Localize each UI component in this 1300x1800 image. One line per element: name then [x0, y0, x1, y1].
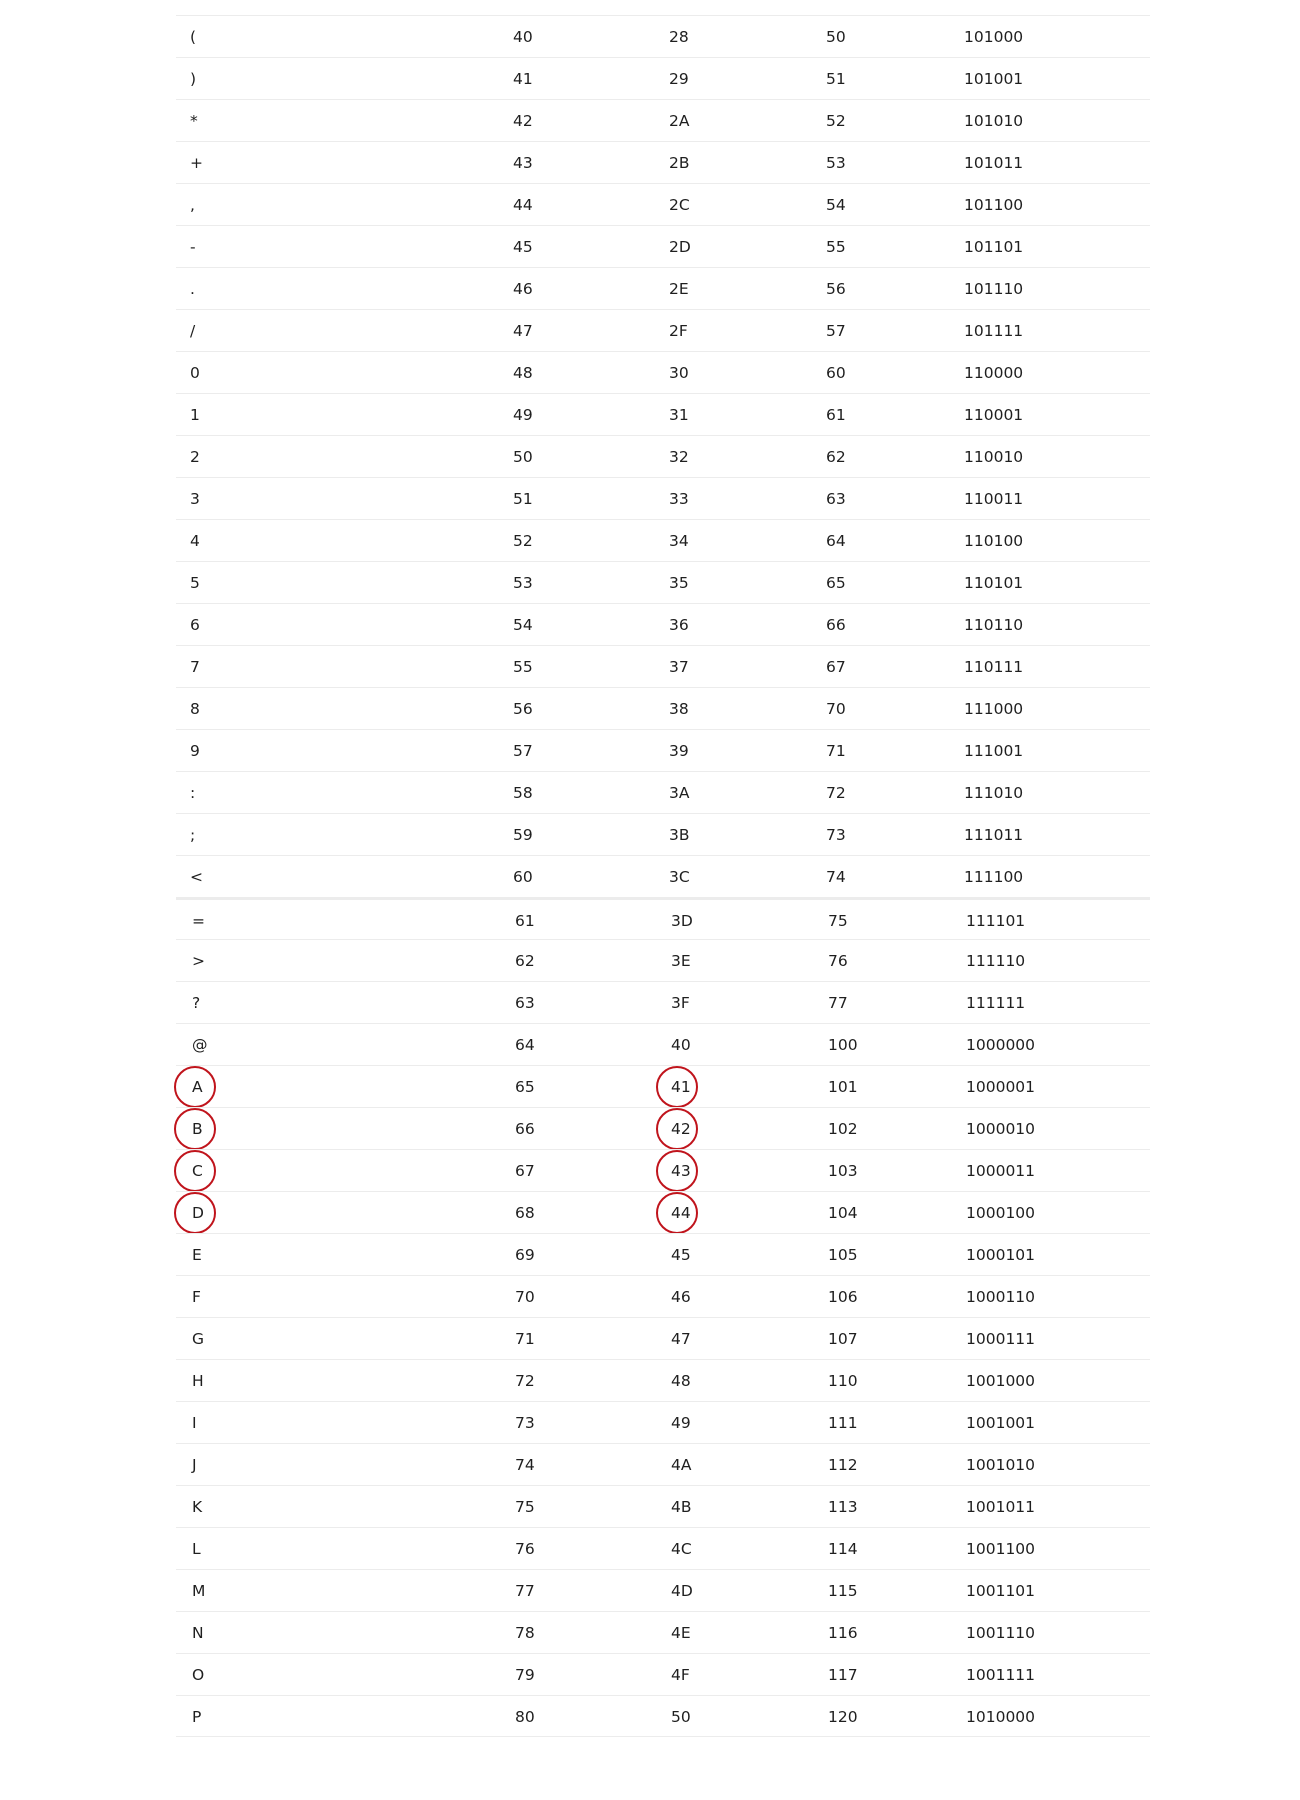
hex-cell: 40 — [671, 1036, 691, 1054]
table-row — [176, 981, 1150, 1023]
table-row — [176, 57, 1150, 99]
decimal-cell: 68 — [515, 1204, 535, 1222]
decimal-cell: 43 — [513, 154, 533, 172]
table-row — [176, 1275, 1150, 1317]
octal-cell: 70 — [826, 700, 846, 718]
hex-cell: 3F — [671, 994, 690, 1012]
decimal-cell: 52 — [513, 532, 533, 550]
binary-cell: 110101 — [964, 574, 1024, 592]
octal-cell: 50 — [826, 28, 846, 46]
binary-cell: 111000 — [964, 700, 1024, 718]
binary-cell: 110001 — [964, 406, 1024, 424]
octal-cell: 116 — [828, 1624, 858, 1642]
hex-cell: 4F — [671, 1666, 690, 1684]
char-cell: - — [190, 238, 196, 256]
char-cell: 3 — [190, 490, 200, 508]
table-row — [176, 1695, 1150, 1737]
octal-cell: 112 — [828, 1456, 858, 1474]
hex-cell: 45 — [671, 1246, 691, 1264]
table-row — [176, 1107, 1150, 1149]
hex-cell: 4E — [671, 1624, 691, 1642]
octal-cell: 104 — [828, 1204, 858, 1222]
hex-cell: 47 — [671, 1330, 691, 1348]
binary-cell: 1001111 — [966, 1666, 1036, 1684]
hex-cell: 31 — [669, 406, 689, 424]
hex-cell: 3A — [669, 784, 690, 802]
char-cell: > — [192, 952, 205, 970]
hex-cell: 44 — [671, 1204, 691, 1222]
binary-cell: 1000110 — [966, 1288, 1036, 1306]
char-cell: G — [192, 1330, 205, 1348]
octal-cell: 73 — [826, 826, 846, 844]
octal-cell: 55 — [826, 238, 846, 256]
binary-cell: 1000111 — [966, 1330, 1036, 1348]
octal-cell: 66 — [826, 616, 846, 634]
decimal-cell: 55 — [513, 658, 533, 676]
octal-cell: 74 — [826, 868, 846, 886]
char-cell: ) — [190, 70, 197, 88]
char-cell: 4 — [190, 532, 200, 550]
binary-cell: 1001010 — [966, 1456, 1036, 1474]
octal-cell: 103 — [828, 1162, 858, 1180]
binary-cell: 111111 — [966, 994, 1026, 1012]
char-cell: H — [192, 1372, 204, 1390]
char-cell: ( — [190, 28, 197, 46]
hex-cell: 33 — [669, 490, 689, 508]
char-cell: K — [192, 1498, 203, 1516]
char-cell: D — [192, 1204, 204, 1222]
octal-cell: 110 — [828, 1372, 858, 1390]
hex-cell: 4A — [671, 1456, 692, 1474]
char-cell: F — [192, 1288, 201, 1306]
decimal-cell: 78 — [515, 1624, 535, 1642]
decimal-cell: 69 — [515, 1246, 535, 1264]
octal-cell: 67 — [826, 658, 846, 676]
decimal-cell: 62 — [515, 952, 535, 970]
table-row — [176, 15, 1150, 57]
hex-cell: 49 — [671, 1414, 691, 1432]
decimal-cell: 51 — [513, 490, 533, 508]
decimal-cell: 80 — [515, 1708, 535, 1726]
table-row — [176, 1443, 1150, 1485]
hex-cell: 4D — [671, 1582, 693, 1600]
hex-cell: 2F — [669, 322, 688, 340]
octal-cell: 71 — [826, 742, 846, 760]
binary-cell: 111011 — [964, 826, 1024, 844]
binary-cell: 1001000 — [966, 1372, 1036, 1390]
char-cell: 2 — [190, 448, 200, 466]
decimal-cell: 77 — [515, 1582, 535, 1600]
binary-cell: 101101 — [964, 238, 1024, 256]
binary-cell: 1001100 — [966, 1540, 1036, 1558]
decimal-cell: 50 — [513, 448, 533, 466]
char-cell: ? — [192, 994, 201, 1012]
table-row — [176, 813, 1150, 855]
hex-cell: 37 — [669, 658, 689, 676]
octal-cell: 114 — [828, 1540, 858, 1558]
char-cell: * — [190, 112, 198, 130]
table-row — [176, 351, 1150, 393]
table-row — [176, 99, 1150, 141]
octal-cell: 54 — [826, 196, 846, 214]
decimal-cell: 67 — [515, 1162, 535, 1180]
char-cell: + — [190, 154, 203, 172]
octal-cell: 53 — [826, 154, 846, 172]
binary-cell: 1000011 — [966, 1162, 1036, 1180]
octal-cell: 106 — [828, 1288, 858, 1306]
table-row — [176, 477, 1150, 519]
decimal-cell: 66 — [515, 1120, 535, 1138]
decimal-cell: 79 — [515, 1666, 535, 1684]
decimal-cell: 45 — [513, 238, 533, 256]
char-cell: 0 — [190, 364, 200, 382]
octal-cell: 101 — [828, 1078, 858, 1096]
char-cell: : — [190, 784, 196, 802]
octal-cell: 61 — [826, 406, 846, 424]
hex-cell: 3C — [669, 868, 690, 886]
hex-cell: 30 — [669, 364, 689, 382]
char-cell: J — [192, 1456, 197, 1474]
table-row — [176, 435, 1150, 477]
char-cell: P — [192, 1708, 202, 1726]
binary-cell: 110110 — [964, 616, 1024, 634]
table-row — [176, 1653, 1150, 1695]
table-row — [176, 225, 1150, 267]
table-row — [176, 603, 1150, 645]
decimal-cell: 58 — [513, 784, 533, 802]
decimal-cell: 53 — [513, 574, 533, 592]
octal-cell: 57 — [826, 322, 846, 340]
hex-cell: 2B — [669, 154, 690, 172]
char-cell: 6 — [190, 616, 200, 634]
hex-cell: 48 — [671, 1372, 691, 1390]
binary-cell: 1001101 — [966, 1582, 1036, 1600]
char-cell: 7 — [190, 658, 200, 676]
table-row — [176, 1233, 1150, 1275]
binary-cell: 101100 — [964, 196, 1024, 214]
hex-cell: 28 — [669, 28, 689, 46]
decimal-cell: 42 — [513, 112, 533, 130]
binary-cell: 111110 — [966, 952, 1026, 970]
octal-cell: 60 — [826, 364, 846, 382]
binary-cell: 1001110 — [966, 1624, 1036, 1642]
binary-cell: 101010 — [964, 112, 1024, 130]
table-row — [176, 141, 1150, 183]
decimal-cell: 44 — [513, 196, 533, 214]
octal-cell: 63 — [826, 490, 846, 508]
octal-cell: 117 — [828, 1666, 858, 1684]
table-row — [176, 897, 1150, 939]
binary-cell: 110000 — [964, 364, 1024, 382]
decimal-cell: 76 — [515, 1540, 535, 1558]
decimal-cell: 40 — [513, 28, 533, 46]
char-cell: A — [192, 1078, 203, 1096]
binary-cell: 1001011 — [966, 1498, 1036, 1516]
octal-cell: 102 — [828, 1120, 858, 1138]
octal-cell: 72 — [826, 784, 846, 802]
octal-cell: 76 — [828, 952, 848, 970]
hex-cell: 2E — [669, 280, 689, 298]
binary-cell: 111001 — [964, 742, 1024, 760]
decimal-cell: 47 — [513, 322, 533, 340]
binary-cell: 111010 — [964, 784, 1024, 802]
hex-cell: 43 — [671, 1162, 691, 1180]
hex-cell: 46 — [671, 1288, 691, 1306]
binary-cell: 1000001 — [966, 1078, 1036, 1096]
octal-cell: 62 — [826, 448, 846, 466]
octal-cell: 111 — [828, 1414, 858, 1432]
binary-cell: 101111 — [964, 322, 1024, 340]
binary-cell: 1000010 — [966, 1120, 1036, 1138]
table-row — [176, 729, 1150, 771]
hex-cell: 38 — [669, 700, 689, 718]
decimal-cell: 59 — [513, 826, 533, 844]
char-cell: C — [192, 1162, 203, 1180]
table-row — [176, 309, 1150, 351]
decimal-cell: 74 — [515, 1456, 535, 1474]
decimal-cell: 49 — [513, 406, 533, 424]
char-cell: 8 — [190, 700, 200, 718]
table-row — [176, 1485, 1150, 1527]
binary-cell: 111100 — [964, 868, 1024, 886]
char-cell: E — [192, 1246, 202, 1264]
decimal-cell: 46 — [513, 280, 533, 298]
binary-cell: 101001 — [964, 70, 1024, 88]
decimal-cell: 41 — [513, 70, 533, 88]
hex-cell: 42 — [671, 1120, 691, 1138]
octal-cell: 64 — [826, 532, 846, 550]
octal-cell: 77 — [828, 994, 848, 1012]
char-cell: B — [192, 1120, 203, 1138]
binary-cell: 111101 — [966, 912, 1026, 930]
hex-cell: 29 — [669, 70, 689, 88]
char-cell: N — [192, 1624, 204, 1642]
char-cell: @ — [192, 1036, 208, 1054]
hex-cell: 4C — [671, 1540, 692, 1558]
binary-cell: 1010000 — [966, 1708, 1036, 1726]
char-cell: 5 — [190, 574, 200, 592]
char-cell: O — [192, 1666, 205, 1684]
hex-cell: 2A — [669, 112, 690, 130]
table-row — [176, 1023, 1150, 1065]
hex-cell: 34 — [669, 532, 689, 550]
hex-cell: 50 — [671, 1708, 691, 1726]
hex-cell: 35 — [669, 574, 689, 592]
table-row — [176, 1359, 1150, 1401]
table-row — [176, 645, 1150, 687]
octal-cell: 115 — [828, 1582, 858, 1600]
decimal-cell: 56 — [513, 700, 533, 718]
octal-cell: 100 — [828, 1036, 858, 1054]
table-row — [176, 1569, 1150, 1611]
decimal-cell: 61 — [515, 912, 535, 930]
char-cell: L — [192, 1540, 201, 1558]
hex-cell: 2C — [669, 196, 690, 214]
hex-cell: 3B — [669, 826, 690, 844]
octal-cell: 120 — [828, 1708, 858, 1726]
char-cell: 9 — [190, 742, 200, 760]
decimal-cell: 54 — [513, 616, 533, 634]
char-cell: , — [190, 196, 195, 214]
binary-cell: 101000 — [964, 28, 1024, 46]
hex-cell: 3D — [671, 912, 693, 930]
table-row — [176, 1065, 1150, 1107]
hex-cell: 32 — [669, 448, 689, 466]
decimal-cell: 63 — [515, 994, 535, 1012]
binary-cell: 101011 — [964, 154, 1024, 172]
table-row — [176, 1149, 1150, 1191]
binary-cell: 110011 — [964, 490, 1024, 508]
binary-cell: 1000101 — [966, 1246, 1036, 1264]
hex-cell: 2D — [669, 238, 691, 256]
decimal-cell: 72 — [515, 1372, 535, 1390]
table-row — [176, 855, 1150, 897]
decimal-cell: 60 — [513, 868, 533, 886]
table-row — [176, 1527, 1150, 1569]
table-row — [176, 939, 1150, 981]
octal-cell: 51 — [826, 70, 846, 88]
char-cell: < — [190, 868, 203, 886]
table-row — [176, 519, 1150, 561]
char-cell: I — [192, 1414, 197, 1432]
hex-cell: 39 — [669, 742, 689, 760]
char-cell: 1 — [190, 406, 200, 424]
octal-cell: 105 — [828, 1246, 858, 1264]
char-cell: = — [192, 912, 205, 930]
octal-cell: 75 — [828, 912, 848, 930]
table-row — [176, 1317, 1150, 1359]
table-row — [176, 1191, 1150, 1233]
hex-cell: 3E — [671, 952, 691, 970]
binary-cell: 110100 — [964, 532, 1024, 550]
table-row — [176, 561, 1150, 603]
octal-cell: 65 — [826, 574, 846, 592]
decimal-cell: 71 — [515, 1330, 535, 1348]
char-cell: ; — [190, 826, 196, 844]
char-cell: . — [190, 280, 195, 298]
decimal-cell: 48 — [513, 364, 533, 382]
char-cell: M — [192, 1582, 206, 1600]
table-row — [176, 1611, 1150, 1653]
decimal-cell: 65 — [515, 1078, 535, 1096]
binary-cell: 101110 — [964, 280, 1024, 298]
octal-cell: 52 — [826, 112, 846, 130]
binary-cell: 1001001 — [966, 1414, 1036, 1432]
table-row — [176, 183, 1150, 225]
decimal-cell: 70 — [515, 1288, 535, 1306]
char-cell: / — [190, 322, 196, 340]
table-row — [176, 393, 1150, 435]
octal-cell: 113 — [828, 1498, 858, 1516]
decimal-cell: 64 — [515, 1036, 535, 1054]
octal-cell: 107 — [828, 1330, 858, 1348]
octal-cell: 56 — [826, 280, 846, 298]
table-row — [176, 1401, 1150, 1443]
table-row — [176, 267, 1150, 309]
hex-cell: 36 — [669, 616, 689, 634]
decimal-cell: 75 — [515, 1498, 535, 1516]
decimal-cell: 73 — [515, 1414, 535, 1432]
table-row — [176, 687, 1150, 729]
hex-cell: 41 — [671, 1078, 691, 1096]
hex-cell: 4B — [671, 1498, 692, 1516]
ascii-table — [176, 15, 1150, 1737]
decimal-cell: 57 — [513, 742, 533, 760]
binary-cell: 110010 — [964, 448, 1024, 466]
binary-cell: 1000000 — [966, 1036, 1036, 1054]
binary-cell: 1000100 — [966, 1204, 1036, 1222]
binary-cell: 110111 — [964, 658, 1024, 676]
table-row — [176, 771, 1150, 813]
